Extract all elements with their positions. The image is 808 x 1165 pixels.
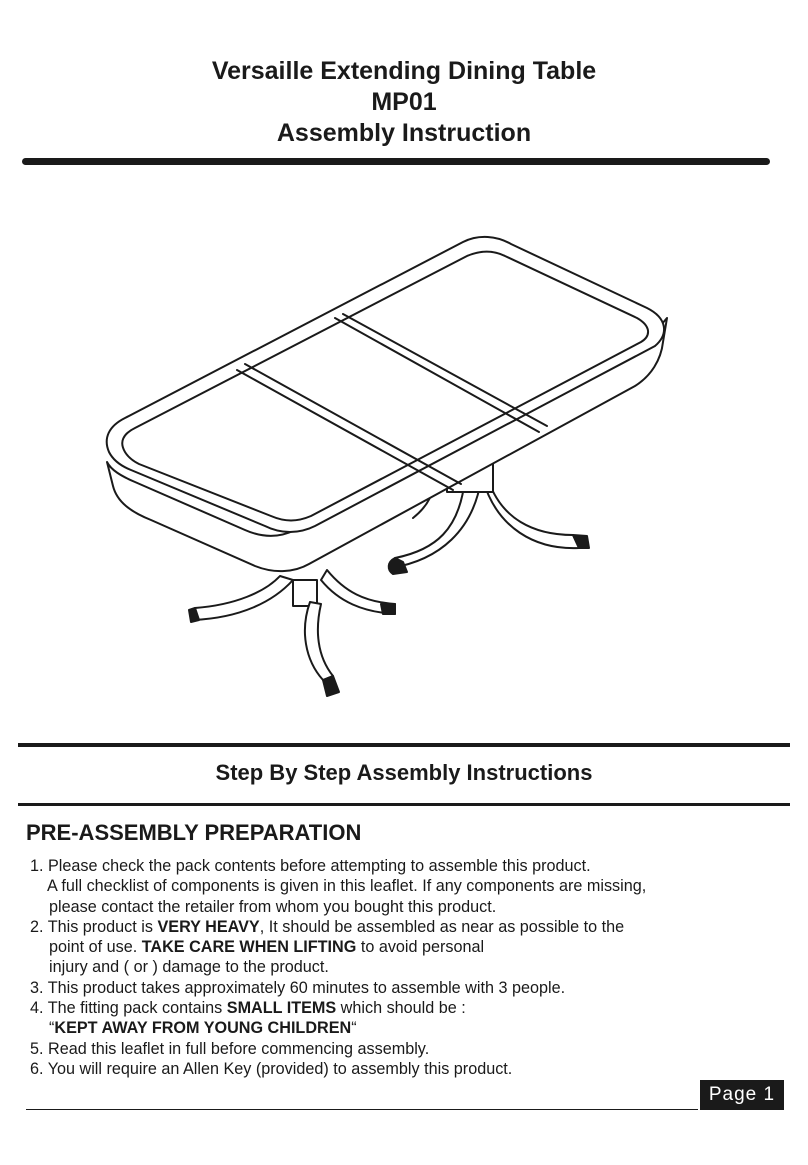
title-block — [0, 56, 808, 149]
page-number-badge: Page 1 — [700, 1080, 784, 1110]
list-item-1-line-3: please contact the retailer from whom you bought this product. — [49, 897, 497, 916]
list-item-2-line-1 — [30, 917, 770, 937]
pre-assembly-list — [30, 856, 770, 1079]
list-item-4-line-2 — [30, 1018, 770, 1038]
document-title: Versaille Extending Dining Table — [211, 57, 597, 85]
section-title: Step By Step Assembly Instructions — [215, 760, 593, 785]
very-heavy-warning: VERY HEAVY — [157, 917, 260, 936]
list-item-2-line-2 — [30, 937, 770, 957]
small-items-warning: SMALL ITEMS — [226, 999, 337, 1018]
list-item-5: 5. Read this leaflet in full before commencing assembly. — [30, 1039, 430, 1058]
table-top-outer — [107, 237, 664, 532]
list-item-4-line-1 — [30, 998, 770, 1018]
list-item-2-line-2-text-a: point of use. — [49, 938, 142, 957]
header-divider — [22, 158, 770, 165]
document-subtitle: Assembly Instruction — [276, 119, 532, 147]
list-item-1-line-2: A full checklist of components is given in this leaflet. If any components are missing, — [47, 877, 647, 896]
list-item-2-line-3: injury and ( or ) damage to the product. — [49, 958, 329, 977]
footer-divider — [26, 1109, 698, 1110]
list-item-2-text-a: 2. This product is — [30, 917, 158, 936]
left-pedestal — [189, 570, 395, 696]
pre-assembly-heading: PRE-ASSEMBLY PREPARATION — [26, 820, 362, 845]
list-item-6: 6. You will require an Allen Key (provided) to assembly this product. — [30, 1059, 513, 1078]
model-code: MP01 — [371, 88, 437, 116]
list-item-4-text-c: which should be : — [336, 999, 466, 1018]
list-item-2-line-2-text-c: to avoid personal — [356, 938, 485, 957]
list-item-4-text-a: 4. The fitting pack contains — [30, 999, 227, 1018]
list-item-1-line-1: 1. Please check the pack contents before attempting to assemble this product. — [30, 857, 591, 875]
list-item-3: 3. This product takes approximately 60 minutes to assemble with 3 people. — [30, 978, 566, 997]
lifting-warning: TAKE CARE WHEN LIFTING — [141, 938, 357, 957]
list-item-2-text-c: , It should be assembled as near as possible to the — [259, 917, 625, 936]
section-divider-bottom — [18, 803, 790, 806]
children-warning: KEPT AWAY FROM YOUNG CHILDREN — [54, 1019, 352, 1038]
open-quote: “ — [49, 1019, 55, 1038]
section-divider-top — [18, 743, 790, 747]
close-quote: “ — [351, 1019, 357, 1038]
extending-dining-table-illustration — [95, 230, 685, 710]
